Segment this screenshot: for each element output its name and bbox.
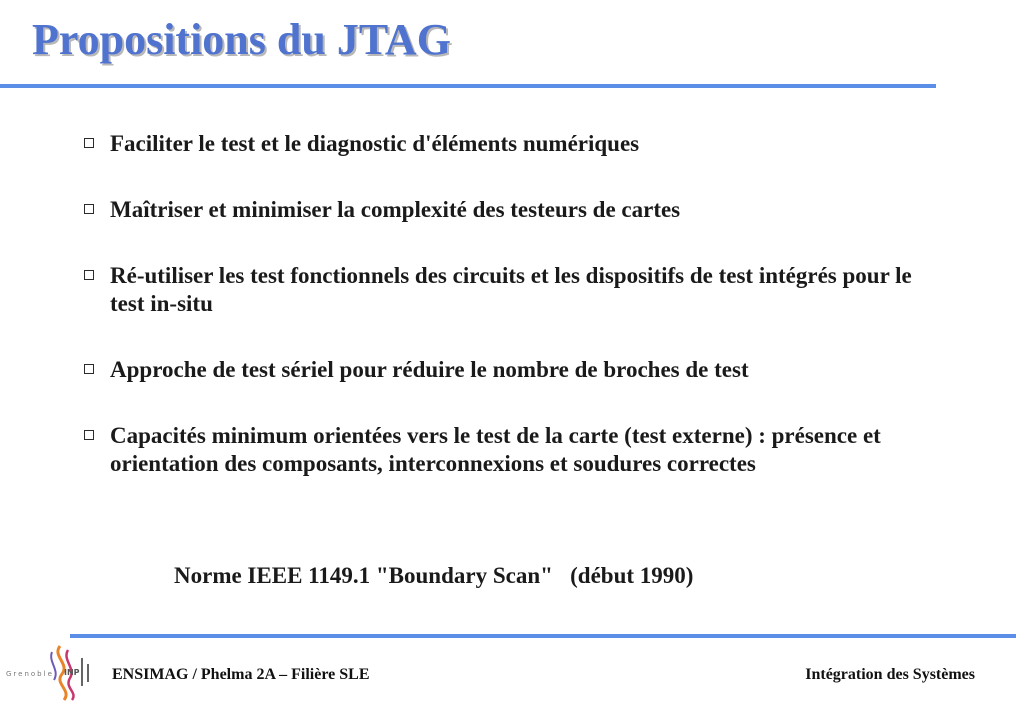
bullet-text: Approche de test sériel pour réduire le nombre de broches de test (110, 357, 749, 382)
bullet-text: Capacités minimum orientées vers le test de la carte (test externe) : présence et orientation des composants, interconnexions et soudures correctes (110, 423, 881, 476)
square-bullet-icon (84, 430, 94, 440)
footer-divider (70, 634, 1016, 638)
bullet-item (84, 130, 924, 158)
square-bullet-icon (84, 270, 94, 280)
norme-line: Norme IEEE 1149.1 "Boundary Scan" (début 1990) (174, 563, 694, 588)
bullet-item (84, 356, 924, 384)
bullet-item (84, 196, 924, 224)
bullet-list (84, 130, 924, 516)
logo-text: Grenoble (6, 670, 54, 678)
footer-module: Intégration des Systèmes (805, 666, 975, 683)
square-bullet-icon (84, 204, 94, 214)
square-bullet-icon (84, 138, 94, 148)
bullet-text: Ré-utiliser les test fonctionnels des circuits et les dispositifs de test intégrés pour le test in-situ (110, 263, 912, 316)
bullet-item (84, 262, 924, 318)
grenoble-inp-logo (4, 642, 100, 702)
logo-inp: INP (64, 668, 80, 677)
title-divider (0, 84, 936, 88)
footer-course: ENSIMAG / Phelma 2A – Filière SLE (112, 666, 370, 683)
bullet-item (84, 422, 924, 478)
slide-title: Propositions du JTAG (32, 15, 451, 64)
bullet-text: Faciliter le test et le diagnostic d'éléments numériques (110, 131, 640, 156)
bullet-text: Maîtriser et minimiser la complexité des testeurs de cartes (110, 197, 681, 222)
square-bullet-icon (84, 364, 94, 374)
